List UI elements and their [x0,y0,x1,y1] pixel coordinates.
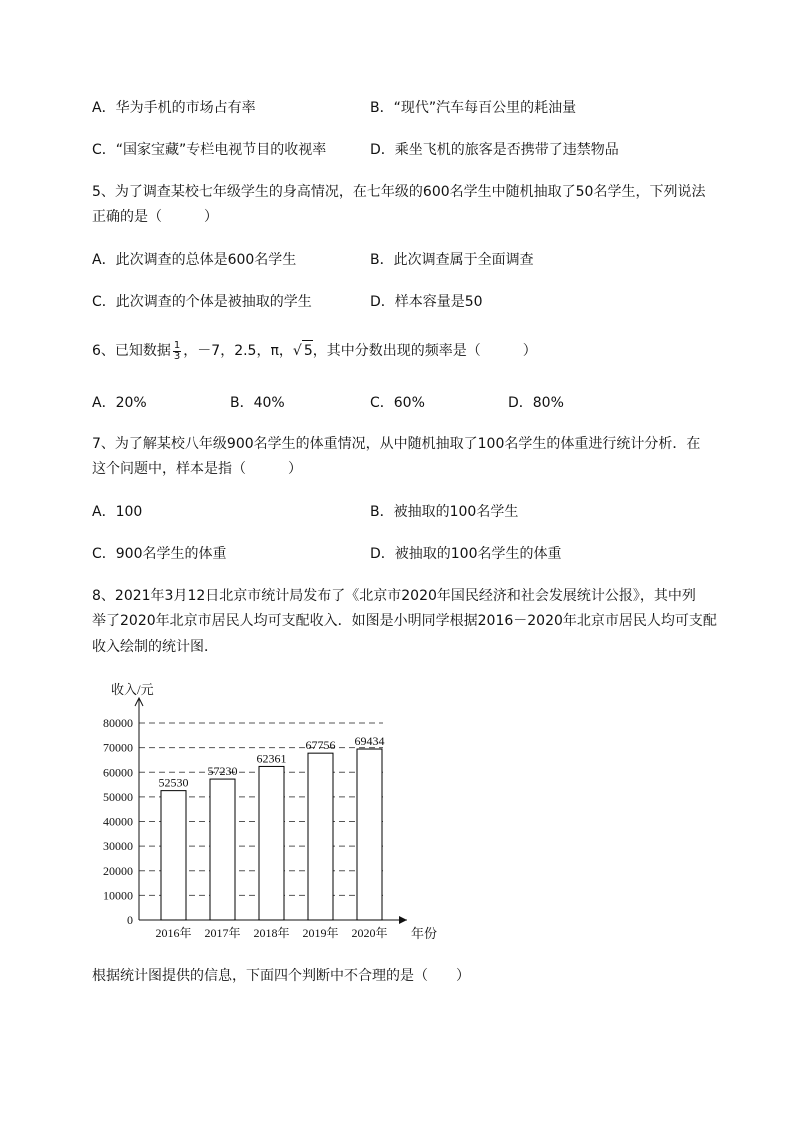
y-tick-label: 60000 [103,765,133,780]
sqrt-icon: √ [292,343,302,359]
x-tick-label: 2016年 [155,926,192,940]
y-tick-label: 80000 [103,716,133,730]
y-tick-label: 40000 [103,814,133,829]
x-tick-label: 2018年 [253,926,290,940]
q4-option-d: D．乘坐飞机的旅客是否携带了违禁物品 [370,142,619,158]
q6-option-b: B．40% [230,395,285,411]
x-tick-label: 2020年 [351,926,388,940]
q4-option-a: A．华为手机的市场占有率 [92,100,256,116]
bar [357,749,382,920]
q6-option-a: A．20% [92,395,147,411]
fraction-numerator: 1 [173,339,181,351]
q5-option-b: B．此次调查属于全面调查 [370,252,534,268]
income-bar-chart [95,680,445,950]
q8-stem-line1: 8、2021年3月12日北京市统计局发布了《北京市2020年国民经济和社会发展统计公报》，其中列 [92,588,696,604]
q6-middle: ，－7，2.5，π， [183,343,293,359]
q4-option-c: C．“国家宝藏”专栏电视节目的收视率 [92,142,327,158]
q7-stem-line2: 这个问题中，样本是指（ ） [92,461,302,477]
q6-stem [92,340,537,362]
y-axis-label: 收入/元 [111,682,154,697]
sqrt-radicand: 5 [302,340,313,361]
bar-value-label: 52530 [158,775,189,790]
q5-stem-line2: 正确的是（ ） [92,209,218,225]
q5-option-c: C．此次调查的个体是被抽取的学生 [92,294,312,310]
q8-stem-line3: 收入绘制的统计图． [92,639,218,655]
bar [210,779,235,920]
q8-question: 根据统计图提供的信息，下面四个判断中不合理的是（ ） [92,968,470,984]
q6-prefix: 6、已知数据 [92,343,171,359]
bar-value-label: 62361 [256,751,287,766]
q6-option-d: D．80% [508,395,564,411]
x-tick-label: 2019年 [302,926,339,940]
x-axis-arrow-icon [399,916,407,924]
q7-stem-line1: 7、为了解某校八年级900名学生的体重情况，从中随机抽取了100名学生的体重进行统计分析．在 [92,436,701,452]
fraction-denominator: 3 [173,350,181,362]
q7-option-c: C．900名学生的体重 [92,546,227,562]
y-tick-label: 10000 [103,888,133,903]
fraction-one-third [173,341,181,362]
bar-value-label: 69434 [354,734,385,749]
y-tick-label: 50000 [103,789,133,804]
q5-option-a: A．此次调查的总体是600名学生 [92,252,297,268]
q7-option-a: A．100 [92,504,143,520]
bar [308,753,333,920]
q6-option-c: C．60% [370,395,425,411]
q4-option-b: B．“现代”汽车每百公里的耗油量 [370,100,577,116]
q8-stem-line2: 举了2020年北京市居民人均可支配收入．如图是小明同学根据2016－2020年北京市居民人均可支配 [92,613,717,629]
q5-option-d: D．样本容量是50 [370,294,483,310]
q7-option-d: D．被抽取的100名学生的体重 [370,546,562,562]
q7-option-b: B．被抽取的100名学生 [370,504,519,520]
bar [259,766,284,920]
x-axis-label: 年份 [411,926,438,941]
x-tick-label: 2017年 [204,926,241,940]
bar-value-label: 57230 [207,764,238,779]
y-tick-label: 0 [127,913,133,927]
q6-suffix: ，其中分数出现的频率是（ ） [312,343,537,359]
y-tick-label: 20000 [103,863,133,878]
y-tick-label: 70000 [103,740,133,755]
y-tick-label: 30000 [103,839,133,854]
bar [161,791,186,920]
bar-value-label: 67756 [305,738,336,753]
q5-stem-line1: 5、为了调查某校七年级学生的身高情况，在七年级的600名学生中随机抽取了50名学生，下列说法 [92,184,706,200]
